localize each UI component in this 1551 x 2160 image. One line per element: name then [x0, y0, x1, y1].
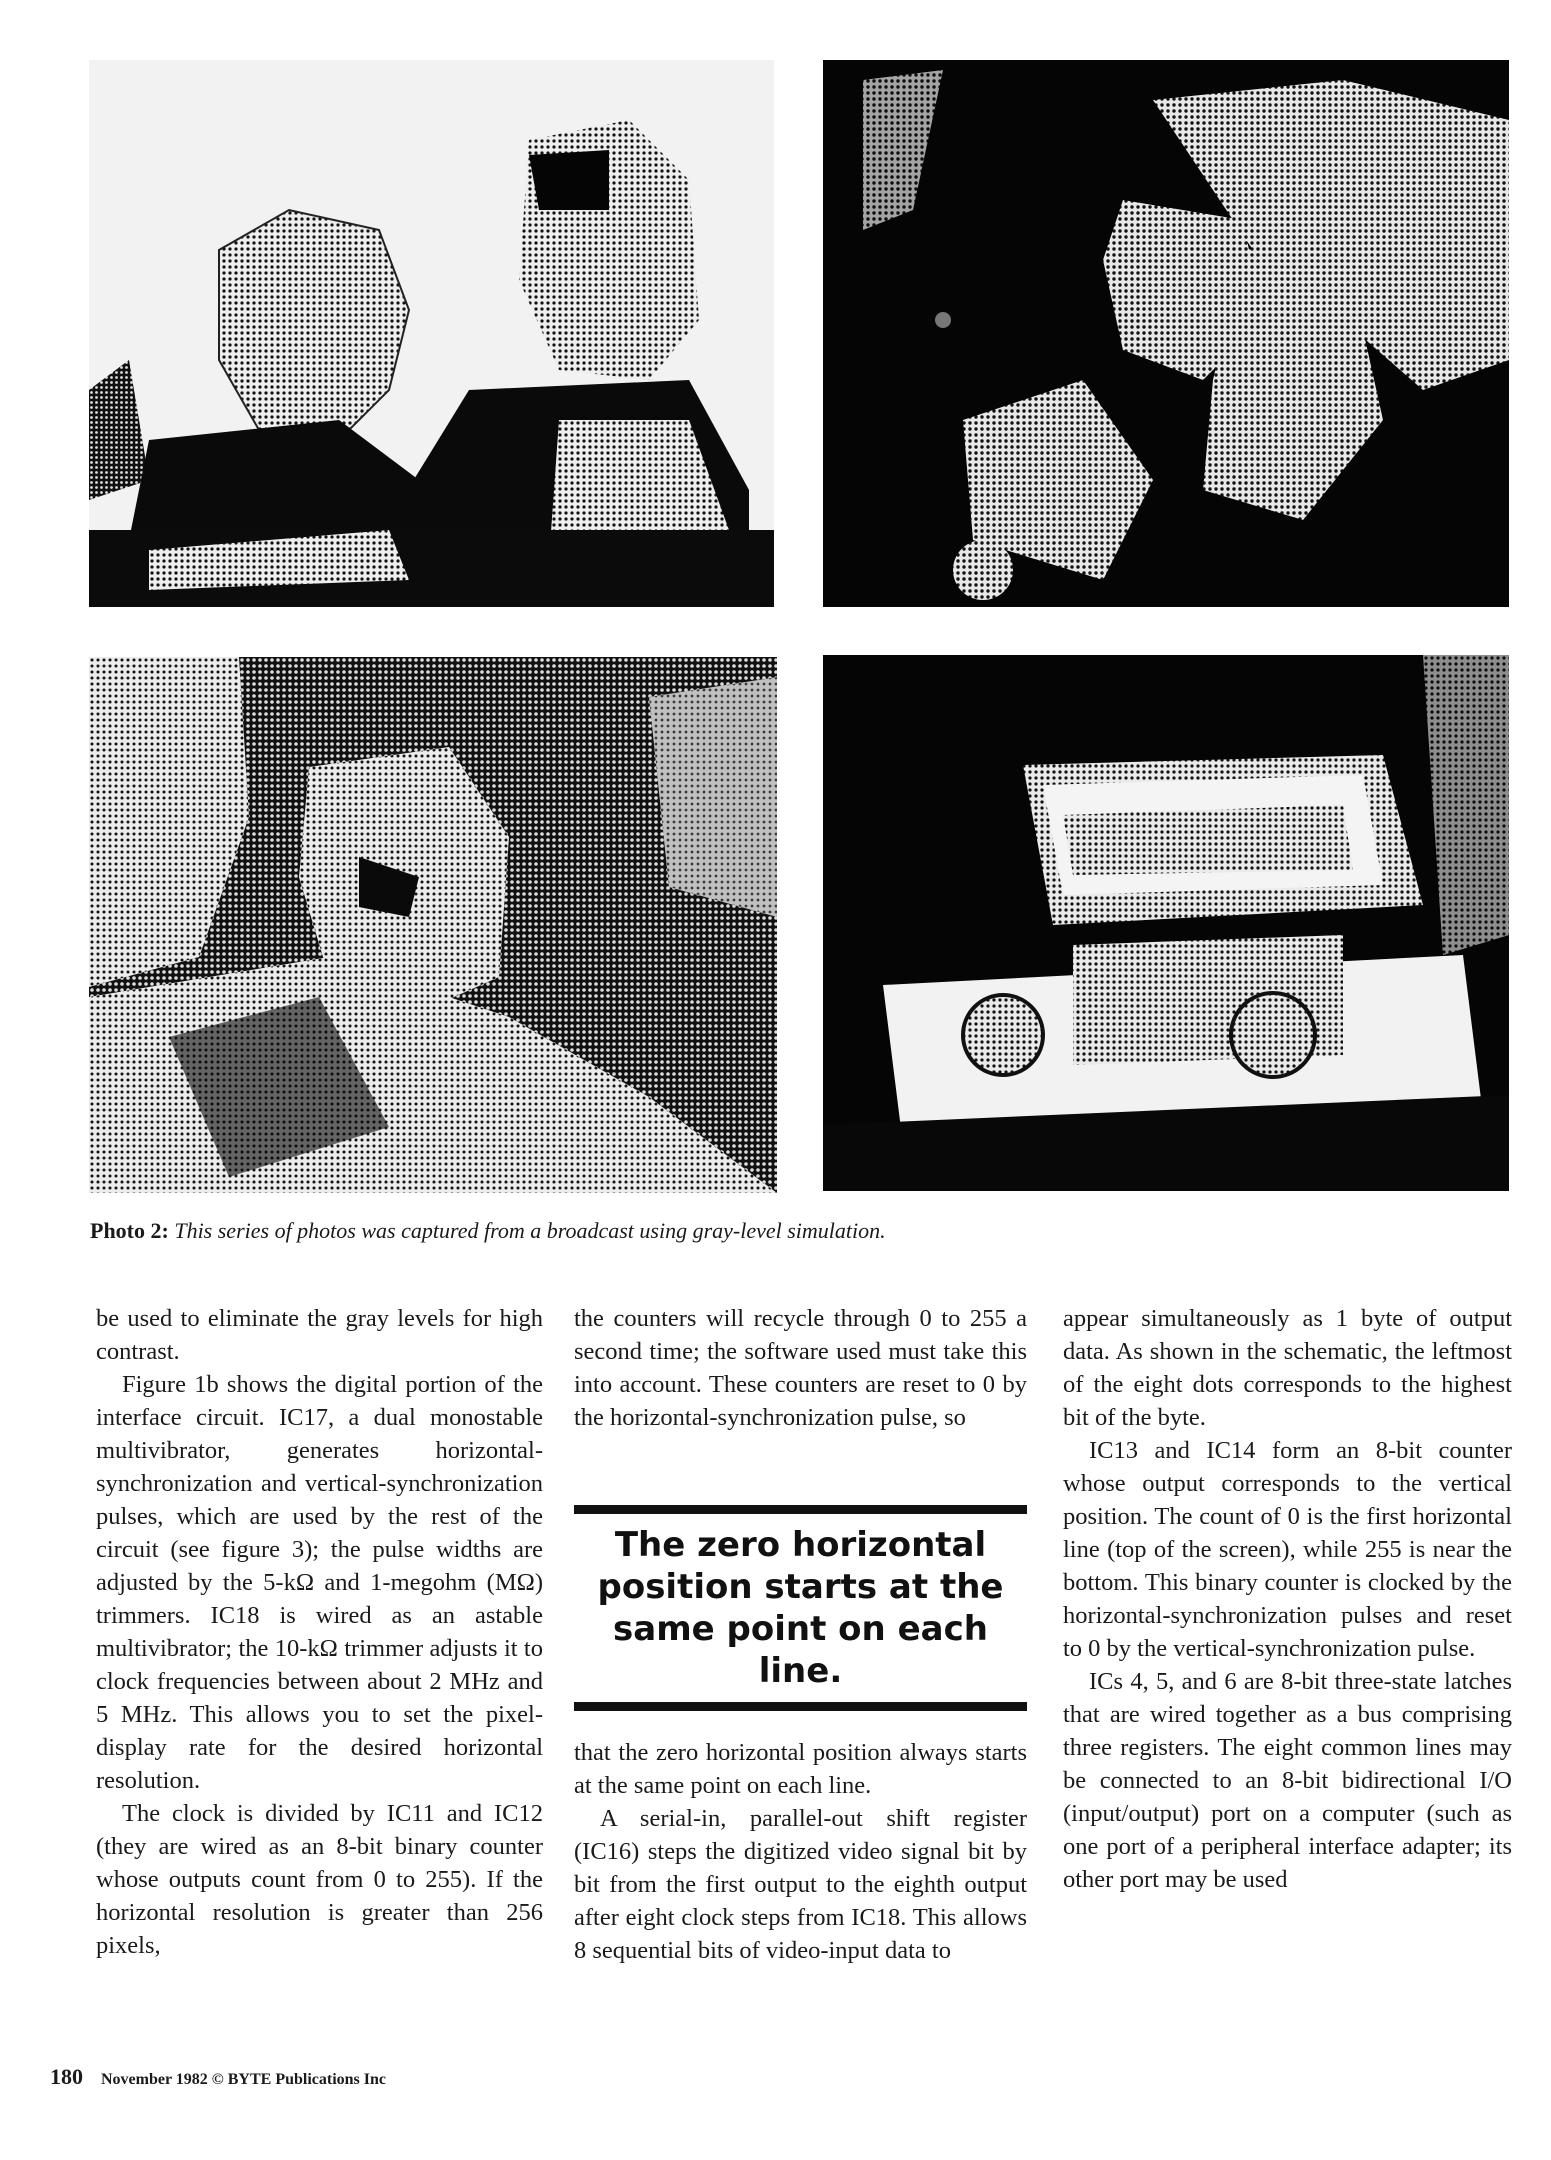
caption-label: Photo 2: — [90, 1218, 169, 1243]
paragraph: be used to eliminate the gray levels for high contrast. — [96, 1305, 543, 1365]
paragraph: appear simultaneously as 1 byte of output data. As shown in the schematic, the leftmost of the eight dots corresponds to the highest bit of the byte. — [1063, 1305, 1512, 1431]
text-column-2-bottom — [574, 1736, 1027, 1967]
photo-tv-frame-3 — [89, 657, 777, 1193]
caption-text: This series of photos was captured from a broadcast using gray-level simulation. — [174, 1218, 886, 1243]
text-column-2-top — [574, 1302, 1027, 1434]
photo-tv-frame-2 — [823, 60, 1509, 607]
text-column-1 — [96, 1302, 543, 1962]
pull-quote-text: The zero horizontal position starts at the same point on each line. — [597, 1525, 1004, 1691]
photo-tv-frame-1 — [89, 60, 774, 607]
page-footer — [50, 2064, 386, 2090]
paragraph: the counters will recycle through 0 to 255 a second time; the software used must take this into account. These counters are reset to 0 by the horizontal-synchronization pulse, so — [574, 1305, 1027, 1431]
paragraph: The clock is divided by IC11 and IC12 (they are wired as an 8-bit binary counter whose outputs count from 0 to 255). If the horizontal resolution is greater than 256 pixels, — [96, 1800, 543, 1959]
paragraph: IC13 and IC14 form an 8-bit counter whose output corresponds to the vertical position. The count of 0 is the first horizontal line (top of the screen), while 255 is near the bottom. This binary counter is clocked by the horizontal-synchronization pulses and reset to 0 by the vertical-synchronization pulse. — [1063, 1437, 1512, 1662]
paragraph: Figure 1b shows the digital portion of the interface circuit. IC17, a dual monostable multivibrator, generates horizontal-synchronization and vertical-synchronization pulses, which are used by the rest of the circuit (see figure 3); the pulse widths are adjusted by the 5-kΩ and 1-megohm (MΩ) trimmers. IC18 is wired as an astable multivibrator; the 10-kΩ trimmer adjusts it to clock frequencies between about 2 MHz and 5 MHz. This allows you to set the pixel-display rate for the desired horizontal resolution. — [96, 1371, 543, 1794]
pull-quote — [574, 1505, 1027, 1711]
page-number: 180 — [50, 2064, 83, 2089]
text-column-3 — [1063, 1302, 1512, 1896]
photo-tv-frame-4 — [823, 655, 1509, 1191]
footer-text: November 1982 © BYTE Publications Inc — [101, 2071, 387, 2088]
photo-caption — [90, 1216, 1490, 1246]
paragraph: A serial-in, parallel-out shift register (IC16) steps the digitized video signal bit by bit from the first output to the eighth output after eight clock steps from IC18. This allows 8 sequential bits of video-input data to — [574, 1805, 1027, 1964]
paragraph: ICs 4, 5, and 6 are 8-bit three-state latches that are wired together as a bus comprising three registers. The eight common lines may be connected to an 8-bit bidirectional I/O (input/output) port on a computer (such as one port of a peripheral interface adapter; its other port may be used — [1063, 1668, 1512, 1893]
paragraph: that the zero horizontal position always starts at the same point on each line. — [574, 1739, 1027, 1799]
